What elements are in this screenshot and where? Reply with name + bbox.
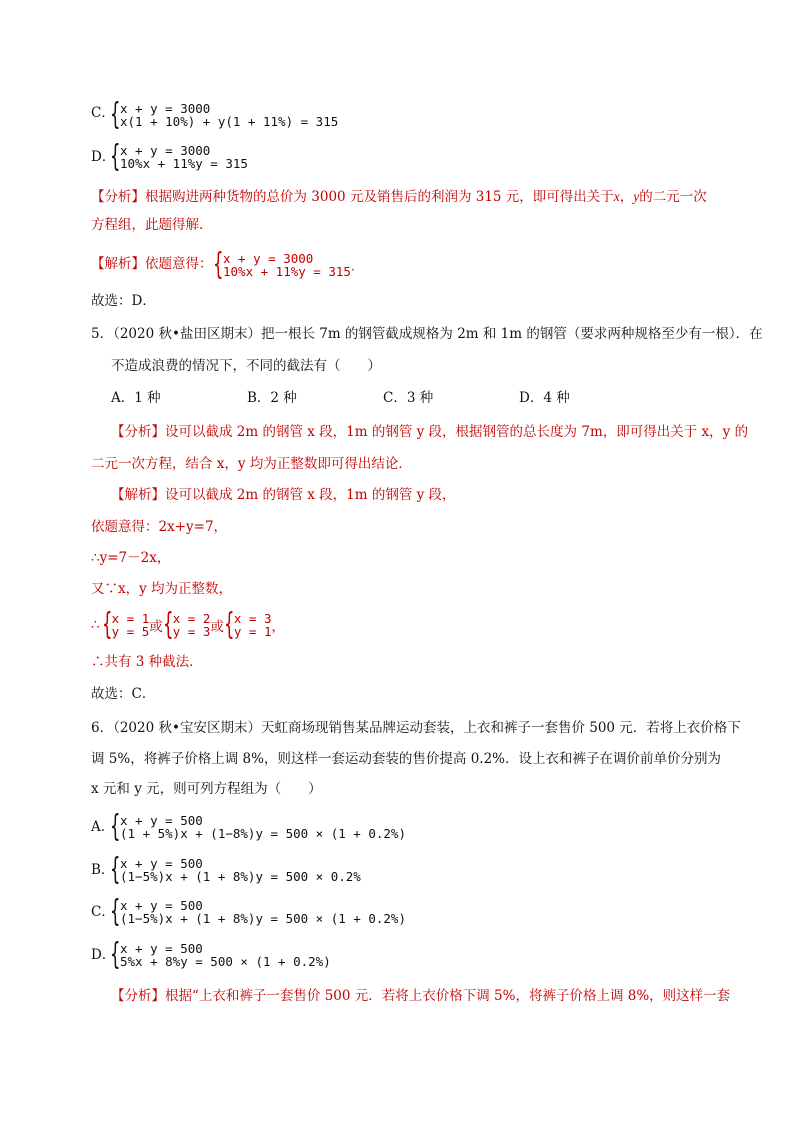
brace-icon: {: [162, 607, 174, 642]
equation: x = 2: [172, 611, 211, 626]
option-a: A．1 种: [111, 390, 161, 406]
q5-analysis-line2: 二元一次方程，结合 x，y 均为正整数即可得出结论．: [91, 456, 412, 472]
q5-analysis: [111, 423, 748, 441]
q5-solution-line4: 又∵x，y 均为正整数，: [91, 581, 233, 597]
q4-analysis: [91, 188, 707, 206]
brace-icon: {: [213, 247, 224, 282]
brace-icon: {: [110, 97, 121, 132]
case-system: [223, 607, 272, 642]
analysis-tag: 【分析】: [111, 424, 165, 440]
equation: 10%x + 11%y = 315: [223, 264, 351, 279]
brace-icon: {: [110, 139, 121, 174]
q4-option-d-system: [110, 139, 248, 174]
equation: x + y = 500: [120, 898, 203, 913]
equation: x = 3: [233, 611, 272, 626]
q6-analysis: [111, 987, 730, 1005]
equation: y = 1: [233, 624, 272, 639]
analysis-text: 根据“上衣和裤子一套售价 500 元．若将上衣价格下调 5%，将裤子价格上调 8%，则这样一套: [165, 988, 731, 1004]
separator: ，: [619, 189, 634, 205]
case-system: [162, 607, 211, 642]
or-word: 或: [210, 619, 224, 635]
q6-question-line1: 6．（2020 秋•宝安区期末）天虹商场现销售某品牌运动套装，上衣和裤子一套售价 500 元．若将上衣价格下: [91, 720, 741, 736]
option-d: D．4 种: [519, 390, 570, 406]
q5-cases: [91, 607, 286, 642]
q5-options: [111, 389, 570, 407]
q5-solution-line3: ∴y=7－2x，: [91, 550, 171, 566]
q4-option-c-system: [110, 97, 339, 132]
brace-icon: {: [110, 852, 121, 887]
q6-option-c-system: [110, 894, 406, 929]
q5-count: ∴共有 3 种截法．: [91, 654, 203, 670]
therefore-symbol: ∴: [91, 617, 100, 633]
q5-answer: 故选：C．: [91, 686, 156, 702]
brace-icon: {: [110, 809, 121, 844]
equation: (1−5%)x + (1 + 8%)y = 500 × (1 + 0.2%): [120, 911, 406, 926]
q4-solution-system: [213, 247, 363, 282]
analysis-text: 的二元一次: [639, 189, 707, 205]
comma: ，: [271, 619, 286, 635]
q5-question-line1: 5．（2020 秋•盐田区期末）把一根长 7m 的钢管截成规格为 2m 和 1m 的钢管（要求两种规格至少有一根）．在: [91, 326, 763, 342]
solution-text: 设可以截成 2m 的钢管 x 段，1m 的钢管 y 段，: [165, 487, 456, 503]
brace-icon: {: [101, 607, 113, 642]
brace-icon: {: [223, 607, 235, 642]
period: ．: [350, 258, 363, 273]
analysis-text: 根据购进两种货物的总价为 3000 元及销售后的利润为 315 元，即可得出关于: [145, 189, 614, 205]
var-y: y: [633, 189, 640, 204]
equation: x + y = 3000: [120, 143, 211, 158]
equation: x + y = 500: [120, 941, 203, 956]
equation: 5%x + 8%y = 500 × (1 + 0.2%): [120, 954, 331, 969]
analysis-tag: 【分析】: [91, 189, 145, 205]
q5-question-line2: 不造成浪费的情况下，不同的截法有（ ）: [111, 358, 381, 374]
q6-option-b-system: [110, 852, 361, 887]
option-label: D．: [91, 149, 116, 165]
q6-option-b-label: B．: [91, 862, 115, 878]
equation: y = 5: [111, 624, 150, 639]
case-system: [101, 607, 150, 642]
var-x: x: [613, 189, 620, 204]
equation: (1 + 5%)x + (1−8%)y = 500 × (1 + 0.2%): [120, 826, 406, 841]
solution-lead: 依题意得：: [145, 256, 213, 272]
q6-question-line2: 调 5%，将裤子价格上调 8%，则这样一套运动套装的售价提高 0.2%．设上衣和裤子在调价前单价分别为: [91, 751, 722, 767]
q6-option-c-label: C．: [91, 904, 115, 920]
equation: 10%x + 11%y = 315: [120, 156, 248, 171]
option-label: C．: [91, 105, 115, 121]
equation: (1−5%)x + (1 + 8%)y = 500 × 0.2%: [120, 869, 361, 884]
analysis-tag: 【分析】: [111, 988, 165, 1004]
solution-tag: 【解析】: [91, 256, 145, 272]
analysis-text: 设可以截成 2m 的钢管 x 段，1m 的钢管 y 段，根据钢管的总长度为 7m，即可得出关于 x，y 的: [165, 424, 749, 440]
q5-solution: [111, 486, 456, 504]
q6-question-line3: x 元和 y 元，则可列方程组为（ ）: [91, 781, 322, 797]
q6-option-d-system: [110, 937, 331, 972]
equation: x + y = 3000: [223, 251, 314, 266]
q4-analysis-line2: 方程组，此题得解．: [91, 217, 213, 233]
brace-icon: {: [110, 937, 121, 972]
equation: y = 3: [172, 624, 211, 639]
equation: x = 1: [111, 611, 150, 626]
solution-tag: 【解析】: [111, 487, 165, 503]
equation: x + y = 500: [120, 813, 203, 828]
equation: x(1 + 10%) + y(1 + 11%) = 315: [120, 114, 339, 129]
or-word: 或: [149, 619, 163, 635]
equation: x + y = 500: [120, 856, 203, 871]
q6-option-d-label: D．: [91, 947, 116, 963]
option-c: C．3 种: [383, 390, 434, 406]
q4-answer: 故选：D．: [91, 293, 156, 309]
option-b: B．2 种: [247, 390, 297, 406]
q5-solution-line2: 依题意得：2x+y=7，: [91, 519, 228, 535]
brace-icon: {: [110, 894, 121, 929]
q6-option-a-label: A．: [91, 819, 115, 835]
q4-solution: [91, 255, 213, 273]
equation: x + y = 3000: [120, 101, 211, 116]
q6-option-a-system: [110, 809, 406, 844]
